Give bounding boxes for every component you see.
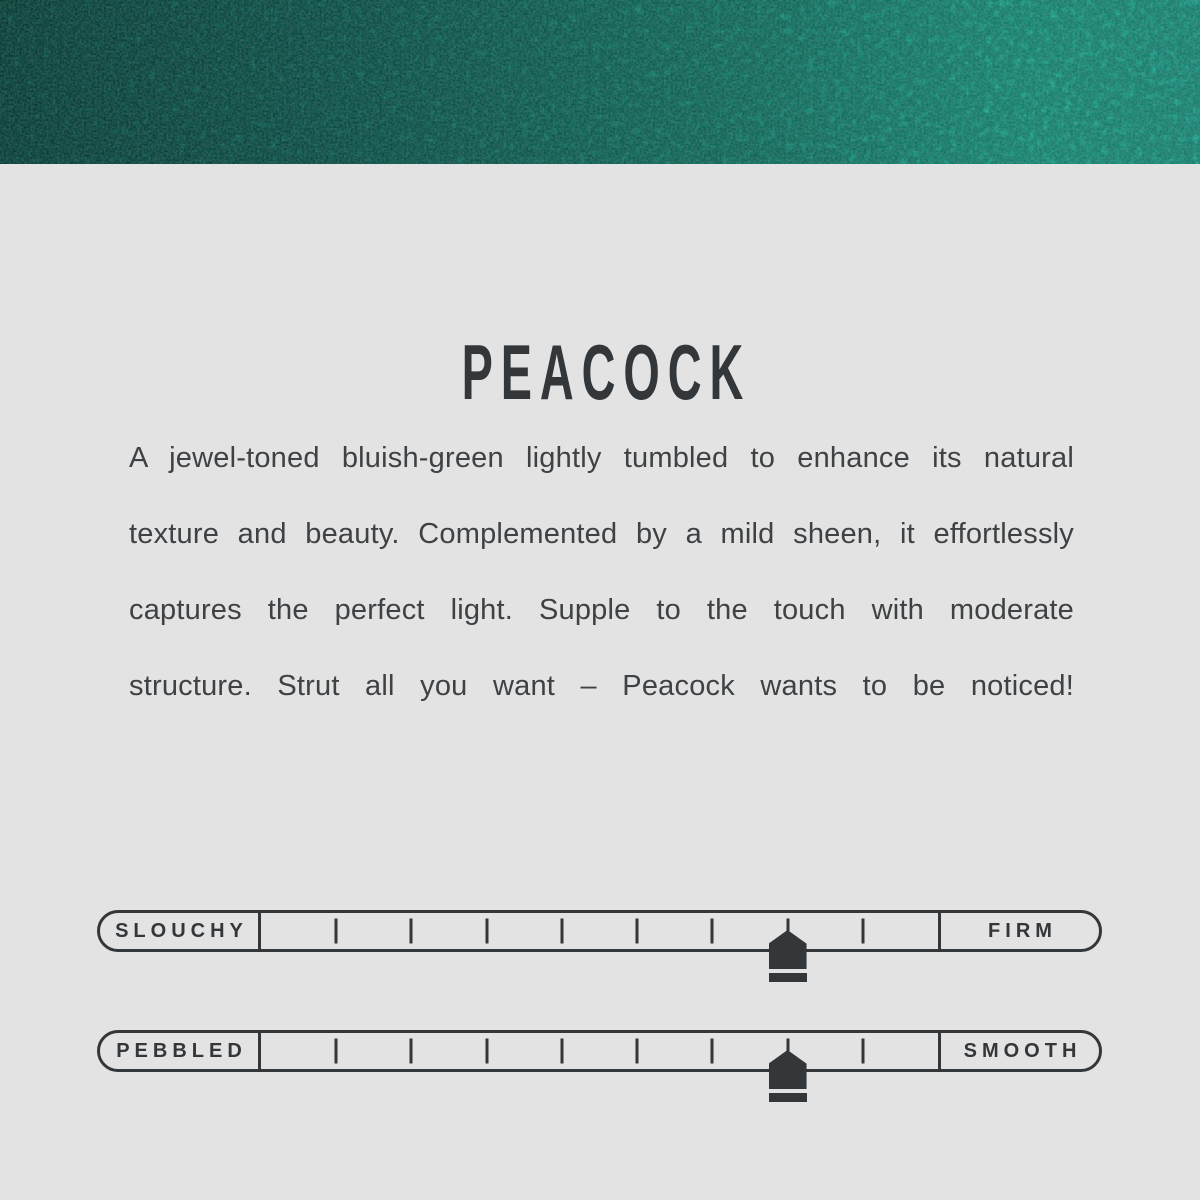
tick-mark [711,1039,714,1064]
description-line: A jewel-toned bluish-green lightly tumbled to enhance its natural [129,442,1074,474]
tick-mark [636,1039,639,1064]
position-marker [769,1050,807,1102]
scale-right-label: SMOOTH [963,1039,1082,1062]
marker-nib-icon [769,930,807,969]
marker-nib-icon [769,1050,807,1089]
tick-mark [560,919,563,944]
tick-mark [335,1039,338,1064]
position-marker [769,930,807,982]
tick-mark [410,919,413,944]
tick-mark [636,919,639,944]
tick-mark [861,919,864,944]
tick-mark [335,919,338,944]
description-line: structure. Strut all you want – Peacock wants to be noticed! [129,670,1074,702]
tick-mark [485,1039,488,1064]
color-description [129,420,1074,724]
description-line: captures the perfect light. Supple to the touch with moderate [129,594,1074,626]
scale-track [261,913,938,949]
page-title-text: PEACOCK [461,328,752,417]
tick-mark [410,1039,413,1064]
scale-track [261,1033,938,1069]
tick-mark [861,1039,864,1064]
tick-mark [485,919,488,944]
scale-left-label: PEBBLED [116,1039,247,1062]
scale-right-cap [938,913,1099,949]
leather-texture-image [0,0,1200,164]
marker-base [769,973,807,982]
description-line: texture and beauty. Complemented by a mild sheen, it effortlessly [129,518,1074,550]
structure-scale [97,910,1102,952]
tick-mark [560,1039,563,1064]
page-title [0,328,1200,417]
tick-mark [711,919,714,944]
scale-left-cap [100,1033,261,1069]
texture-scale [97,1030,1102,1072]
scale-left-cap [100,913,261,949]
scale-right-cap [938,1033,1099,1069]
scale-right-label: FIRM [988,919,1057,942]
marker-base [769,1093,807,1102]
scale-left-label: SLOUCHY [115,919,248,942]
